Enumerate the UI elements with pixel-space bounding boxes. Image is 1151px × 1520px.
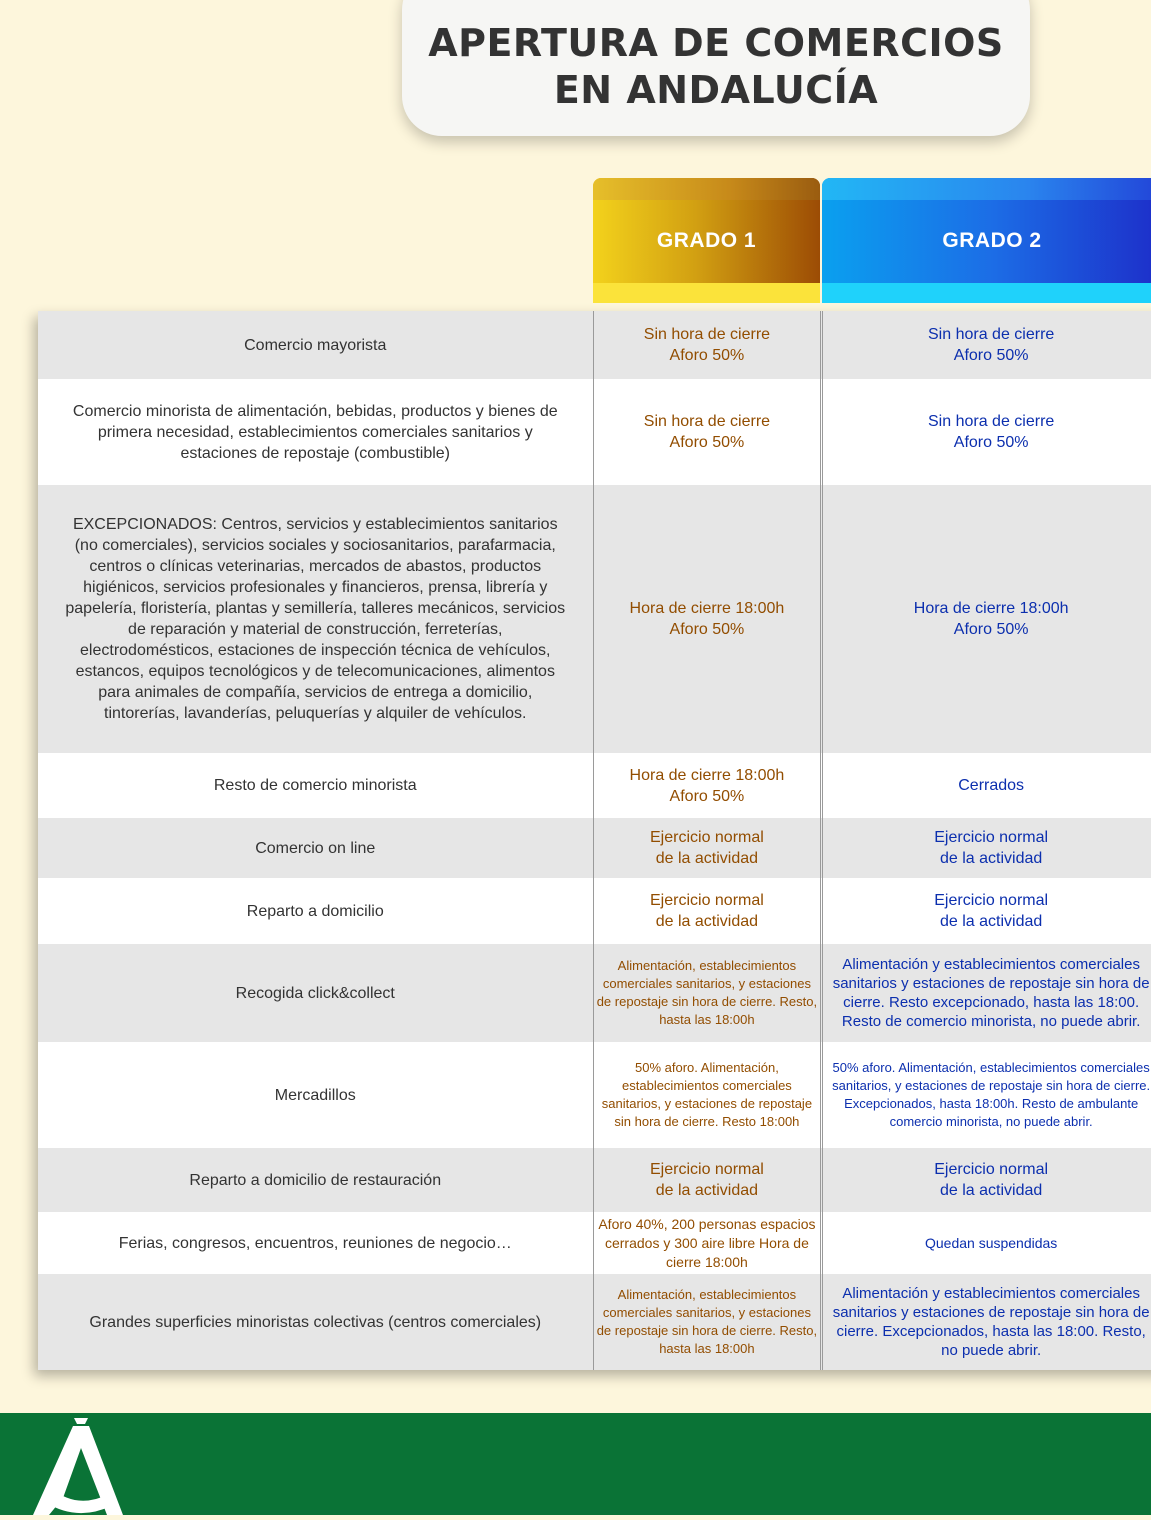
- grado2-cell: Quedan suspendidas: [822, 1212, 1151, 1274]
- grado1-cell: 50% aforo. Alimentación, establecimientos comerciales sanitarios, y estaciones de repostaje sin hora de cierre. Resto 18:00h: [593, 1042, 822, 1148]
- column-header-grado2: [822, 178, 1151, 303]
- table-row: [38, 1212, 1151, 1274]
- grado1-cell: Alimentación, establecimientos comerciales sanitarios, y estaciones de repostaje sin hora de cierre. Resto, hasta las 18:00h: [593, 944, 822, 1042]
- footer-bar: [0, 1413, 1151, 1515]
- grado1-cell: Ejercicio normal de la actividad: [593, 1148, 822, 1212]
- grado2-cell: Cerrados: [822, 753, 1151, 818]
- table-row: [38, 944, 1151, 1042]
- table-row: [38, 1042, 1151, 1148]
- row-label: Comercio mayorista: [244, 336, 387, 354]
- table-row: [38, 1148, 1151, 1212]
- table-row: [38, 878, 1151, 944]
- page-title-line1: APERTURA DE COMERCIOS: [428, 21, 1004, 65]
- grado2-cell: 50% aforo. Alimentación, establecimientos comerciales sanitarios, y estaciones de repostaje sin hora de cierre. Excepcionados, hasta 18:00h. Resto de ambulante comercio minorista, no puede abrir.: [822, 1042, 1151, 1148]
- column-header-grado1: [593, 178, 820, 303]
- column-header-grado1-label: GRADO 1: [656, 228, 757, 252]
- table-row: [38, 379, 1151, 485]
- row-label: EXCEPCIONADOS: Centros, servicios y establecimientos sanitarios (no comerciales), servicios sociales y sociosanitarios, parafarmacia, centros o clínicas veterinarias, mercados de abastos, productos higiénicos, servicios profesionales y financieros, prensa, librería y papelería, floristería, plantas y semillería, talleres mecánicos, servicios de reparación y material de construcción, ferreterías, electrodomésticos, estaciones de inspección técnica de vehículos, estancos, equipos tecnológicos y de telecomunicaciones, alimentos para animales de compañía, servicios de entrega a domicilio, tintorerías, lavanderías, peluquerías y alquiler de vehículos.: [65, 516, 566, 722]
- rules-table: [38, 311, 1151, 1370]
- row-label: Grandes superficies minoristas colectivas (centros comerciales): [89, 1313, 542, 1331]
- grado1-cell: Sin hora de cierre Aforo 50%: [593, 379, 822, 485]
- grado1-cell: Aforo 40%, 200 personas espacios cerrados y 300 aire libre Hora de cierre 18:00h: [593, 1212, 822, 1274]
- grado2-cell: Alimentación y establecimientos comerciales sanitarios y estaciones de repostaje sin hora de cierre. Resto excepcionado, hasta las 18:00. Resto de comercio minorista, no puede abrir.: [822, 944, 1151, 1042]
- page-title-line2: EN ANDALUCÍA: [553, 68, 879, 112]
- row-label: Reparto a domicilio: [246, 902, 384, 920]
- title-card: [402, 0, 1030, 136]
- grado2-cell: Ejercicio normal de la actividad: [822, 818, 1151, 878]
- grado1-cell: Alimentación, establecimientos comerciales sanitarios, y estaciones de repostaje sin hora de cierre. Resto, hasta las 18:00h: [593, 1274, 822, 1370]
- row-label: Ferias, congresos, encuentros, reuniones de negocio…: [118, 1234, 512, 1252]
- row-label: Reparto a domicilio de restauración: [189, 1171, 442, 1189]
- junta-andalucia-logo-icon: [27, 1418, 127, 1520]
- row-label: Resto de comercio minorista: [213, 777, 417, 794]
- column-header-grado2-label: GRADO 2: [942, 228, 1042, 252]
- row-label: Comercio minorista de alimentación, bebidas, productos y bienes de primera necesidad, establecimientos comerciales sanitarios y estaciones de repostaje (combustible): [72, 402, 558, 462]
- table-row: [38, 485, 1151, 753]
- grado2-cell: Ejercicio normal de la actividad: [822, 1148, 1151, 1212]
- grado1-cell: Sin hora de cierre Aforo 50%: [593, 311, 822, 379]
- grado2-cell: Hora de cierre 18:00h Aforo 50%: [822, 485, 1151, 753]
- grado2-cell: Alimentación y establecimientos comerciales sanitarios y estaciones de repostaje sin hora de cierre. Excepcionados, hasta las 18:00. Resto, no puede abrir.: [822, 1274, 1151, 1370]
- grado1-cell: Ejercicio normal de la actividad: [593, 878, 822, 944]
- table-row: [38, 311, 1151, 379]
- grado1-cell: Hora de cierre 18:00h Aforo 50%: [593, 753, 822, 818]
- table-row: [38, 1274, 1151, 1370]
- grado1-cell: Hora de cierre 18:00h Aforo 50%: [593, 485, 822, 753]
- table-row: [38, 818, 1151, 878]
- grado2-cell: Sin hora de cierre Aforo 50%: [822, 379, 1151, 485]
- grado2-cell: Ejercicio normal de la actividad: [822, 878, 1151, 944]
- grado2-cell: Sin hora de cierre Aforo 50%: [822, 311, 1151, 379]
- row-label: Mercadillos: [274, 1086, 356, 1104]
- table-row: [38, 753, 1151, 818]
- row-label: Recogida click&collect: [235, 984, 395, 1002]
- row-label: Comercio on line: [255, 839, 376, 857]
- grado1-cell: Ejercicio normal de la actividad: [593, 818, 822, 878]
